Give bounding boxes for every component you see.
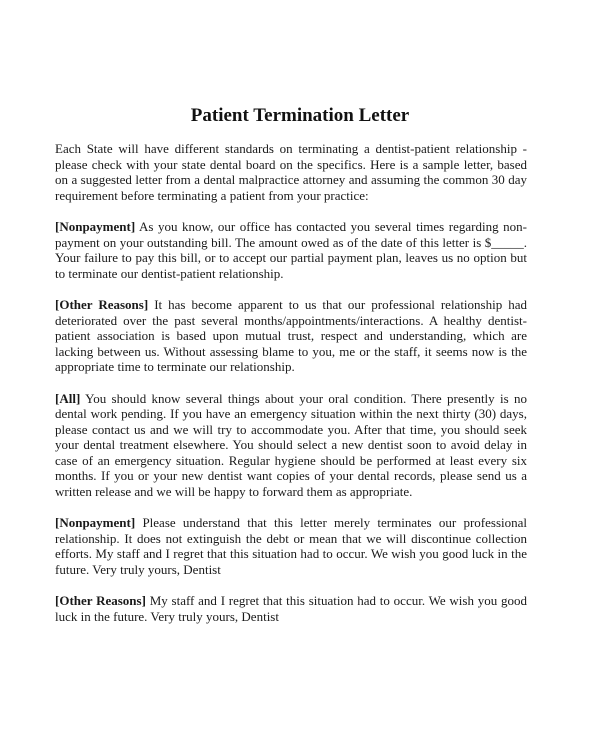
paragraph-tag: [Other Reasons] <box>55 593 146 609</box>
paragraph-tag: [All] <box>55 390 81 406</box>
nonpayment-paragraph <box>55 219 527 281</box>
other-reasons-closing-paragraph <box>55 593 527 624</box>
paragraph-text: My staff and I regret that this situation had to occur. We wish you good luck in the future. Very truly yours, Dentist <box>55 593 528 624</box>
paragraph-text: Please understand that this letter merely terminates our professional relationship. It does not extinguish the debt or mean that we will discontinue collection efforts. My staff and I regret that this situation had to occur. We wish you good luck in the future. Very truly yours, Dentist <box>55 515 527 578</box>
document-title: Patient Termination Letter <box>190 105 410 126</box>
paragraph-text: Each State will have different standards on terminating a dentist-patient relationship - please check with your state dental board on the specifics. Here is a sample letter, based on a suggested letter from a dental malpractice attorney and assuming the common 30 day requirement before terminating a patient from your practice: <box>55 141 527 203</box>
other-reasons-paragraph <box>55 297 527 375</box>
letter-body <box>55 141 527 624</box>
paragraph-text: It has become apparent to us that our professional relationship had deteriorated over the past several months/appointments/interactions. A healthy dentist-patient association is based upon mutual trust, respect and understanding, which are lacking between us. Without assessing blame to you, me or the staff, it seems now is the appropriate time to terminate our relationship. <box>55 296 528 375</box>
paragraph-text: You should know several things about your oral condition. There presently is no dental work pending. If you have an emergency situation within the next thirty (30) days, please contact us and we will try to accommodate you. After that time, you should seek your dental treatment elsewhere. You should select a new dentist soon to avoid delay in case of an emergency situation. Regular hygiene should be performed at least every six months. If you or your new dentist want copies of your dental records, please send us a written release and we will be happy to forward them as appropriate. <box>55 390 527 500</box>
paragraph-tag: [Nonpayment] <box>55 515 136 531</box>
all-paragraph <box>55 391 527 500</box>
paragraph-tag: [Other Reasons] <box>55 296 149 312</box>
nonpayment-closing-paragraph <box>55 515 527 577</box>
paragraph-text: As you know, our office has contacted you several times regarding non-payment on your outstanding bill. The amount owed as of the date of this letter is $_____. Your failure to pay this bill, or to accept our partial payment plan, leaves us no option but to terminate our dentist-patient relationship. <box>55 218 527 281</box>
paragraph-tag: [Nonpayment] <box>55 218 136 234</box>
intro-paragraph <box>55 141 527 203</box>
